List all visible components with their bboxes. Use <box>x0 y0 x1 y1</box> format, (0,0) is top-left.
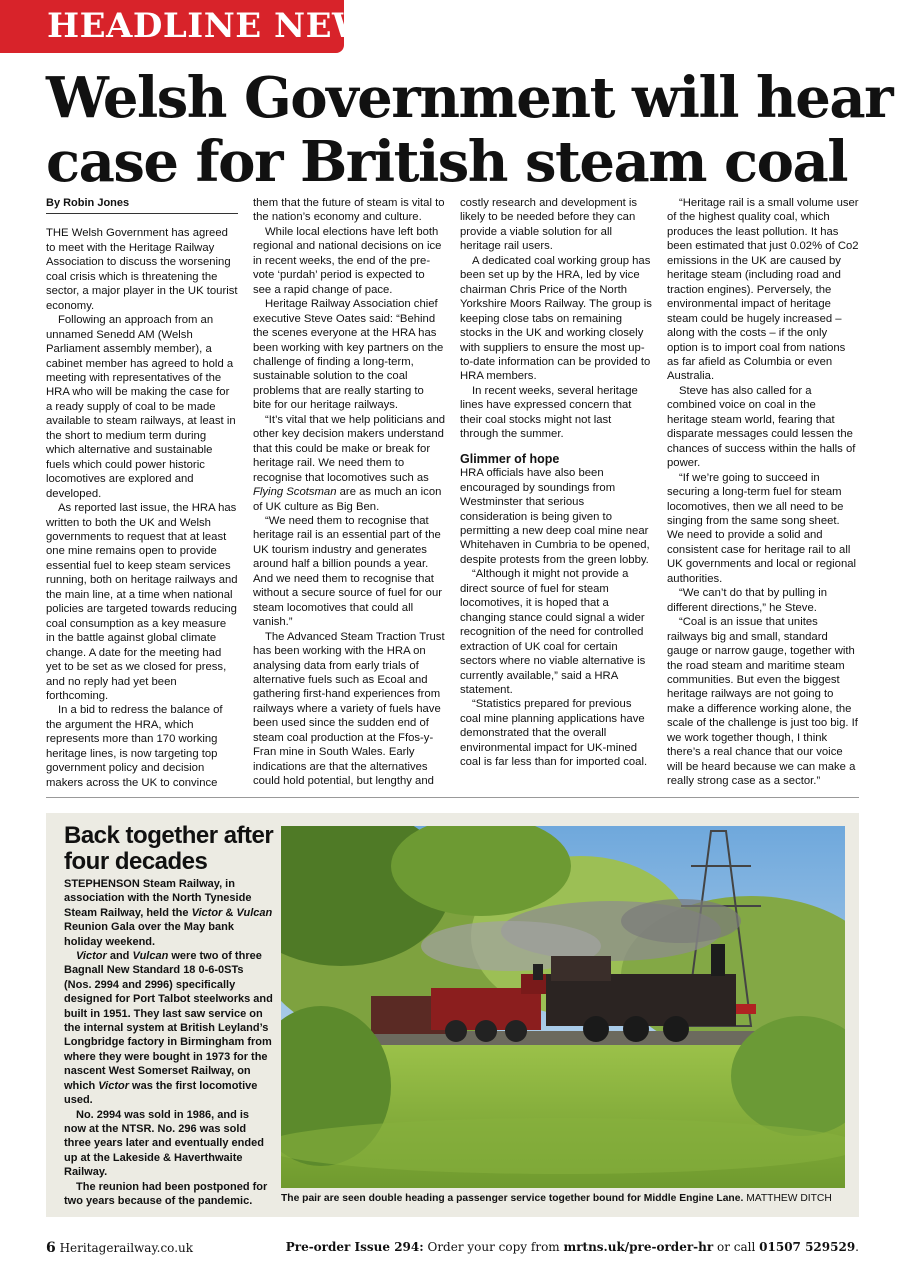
paragraph: “It’s vital that we help politicians and other key decision makers understand that this could be make or break for heritage rail. We need them to recognise that locomotives such as Flying Scotsman are as much an icon of UK culture as Big Ben. <box>253 413 446 513</box>
byline: By Robin Jones <box>46 196 238 214</box>
phone-number: 01507 529529 <box>759 1240 856 1254</box>
paragraph: THE Welsh Government has agreed to meet with the Heritage Railway Association to discuss the worsening coal crisis which is threatening the sector, a major player in the UK tourist economy. <box>46 227 238 312</box>
paragraph: No. 2994 was sold in 1986, and is now at the NTSR. No. 296 was sold three years later and eventually ended up at the Lakeside & Haverthwaite Railway. <box>64 1108 264 1179</box>
preorder-link[interactable]: mrtns.uk/pre-order-hr <box>563 1240 714 1254</box>
paragraph: As reported last issue, the HRA has written to both the UK and Welsh governments to request that at least one mine remains open to provide essential fuel to keep steam services running, both on heritage railways and the main line, at a time when national policies are targeted towards reducing coal consumption as a key measure in the battle against global climate change. A date for the meeting had yet to be set as we closed for press, and no reply had yet been forthcoming. <box>46 502 238 702</box>
paragraph: “If we’re going to succeed in securing a long-term fuel for steam locomotives, then we all need to be singing from the same song sheet. We need to provide a solid and consistent case for heritage rail to all UK governments and local or regional authorities. <box>667 471 857 585</box>
photo-credit: MATTHEW DITCH <box>743 1193 832 1204</box>
paragraph: Following an approach from an unnamed Senedd AM (Welsh Parliament assembly member), a cabinet member has agreed to hold a meeting with representatives of the HRA who will be making the case for a ready supply of coal to be made available to steam railways, at least in the short to medium term during which alternative and sustainable fuels which could power historic locomotives are explored and developed. <box>46 314 236 500</box>
steam-locomotive-photo <box>281 826 845 1188</box>
page-number-and-site: 6 Heritagerailway.co.uk <box>46 1240 194 1256</box>
article-headline: Welsh Government will hear case for British steam coal <box>46 65 893 195</box>
kicker-label: HEADLINE NEWS <box>47 6 396 46</box>
paragraph: “We need them to recognise that heritage rail is an essential part of the UK tourism industry and generates around half a billion pounds a year. And we need them to recognise that without a secure source of fuel for our steam locomotives that could all vanish.” <box>253 514 443 629</box>
sidebar-text <box>64 877 274 1208</box>
paragraph: “We can’t do that by pulling in different directions,” he Steve. <box>667 587 827 614</box>
article-column-3 <box>460 196 652 770</box>
paragraph: Victor and Vulcan were two of three Bagnall New Standard 18 0-6-0STs (Nos. 2994 and 2996) specifically designed for Port Talbot steelworks and built in 1951. They last saw service on the internal system at British Leyland’s Longbridge factory in Birmingham from where they were bought in 1973 for the nascent West Somerset Railway, on which Victor was the first locomotive used. <box>64 950 273 1107</box>
paragraph: A dedicated coal working group has been set up by the HRA, led by vice chairman Chris Price of the North Yorkshire Moors Railway. The group is keeping close tabs on remaining stocks in the UK and working closely with suppliers to ensure the most up-to-date information can be provided to HRA members. <box>460 254 652 383</box>
article-column-2 <box>253 196 445 789</box>
sidebar-title: Back together after four decades <box>64 822 274 875</box>
paragraph: While local elections have left both regional and national decisions on ice in recent weeks, the end of the pre-vote ‘purdah’ period is expected to see a rapid change of pace. <box>253 225 442 296</box>
page-footer <box>46 1240 859 1256</box>
paragraph: In recent weeks, several heritage lines have expressed concern that their coal stocks might not last through the summer. <box>460 384 638 441</box>
preorder-promo: Pre-order Issue 294: Order your copy from mrtns.uk/pre-order-hr or call 01507 529529. <box>285 1240 859 1254</box>
paragraph: “Heritage rail is a small volume user of the highest quality coal, which produces the least pollution. It has been estimated that just 0.02% of Co2 emissions in the UK are caused by heritage steam (including road and traction engines). Perversely, the environmental impact of heritage steam could be hugely increased – along with the costs – if the only option is to import coal from nations as far afield as Columbia or even Australia. <box>667 197 859 383</box>
loco-name: Flying Scotsman <box>253 486 337 499</box>
section-divider <box>46 797 859 798</box>
paragraph: “Statistics prepared for previous coal mine planning applications have demonstrated that the overall environmental impact for UK-mined coal is far less than for imported coal. <box>460 698 648 769</box>
paragraph: STEPHENSON Steam Railway, in association with the North Tyneside Steam Railway, held the Victor & Vulcan Reunion Gala over the May bank holiday weekend. <box>64 878 273 948</box>
paragraph: Steve has also called for a combined voice on coal in the heritage steam world, fearing that disparate messages could lessen the chances of success within the halls of power. <box>667 384 856 470</box>
section-kicker <box>0 0 396 53</box>
paragraph: The Advanced Steam Traction Trust has been working with the HRA on analysing data from early trials of alternative fuels such as Ecoal and gathering first-hand experiences from railways where a variety of fuels have been used since the sudden end of steam coal production at the Ffos-y-Fran mine in South Wales. Early indications are that the alternatives could hold potential, but lengthy and <box>253 630 445 788</box>
paragraph: “Although it might not provide a direct source of fuel for steam locomotives, it is hoped that a changing stance could signal a wider recognition of the need for controlled extraction of UK coal for certain sectors where no viable alternative is currently available,” said a HRA statement. <box>460 568 646 696</box>
paragraph: them that the future of steam is vital to the nation’s economy and culture. <box>253 197 445 224</box>
article-column-4 <box>667 196 859 789</box>
paragraph: The reunion had been postponed for two years because of the pandemic. <box>64 1180 268 1207</box>
paragraph: “Coal is an issue that unites railways big and small, standard gauge or narrow gauge, together with the road steam and maritime steam communities. But even the biggest heritage railways are not going to make a difference working alone, the scale of the challenge is just too big. If we work together though, I think there’s a real chance that our voice will be heard because we can make a really strong case as a sector.” <box>667 616 858 788</box>
sidebar-box <box>46 813 859 1217</box>
photo-caption: The pair are seen double heading a passenger service together bound for Middle Engine Lane. MATTHEW DITCH <box>281 1193 832 1204</box>
subheading: Glimmer of hope <box>460 451 560 466</box>
paragraph: In a bid to redress the balance of the argument the HRA, which represents more than 170 working heritage lines, is now targeting top government policy and decision makers across the UK to convince <box>46 704 223 789</box>
paragraph: costly research and development is likely to be needed before they can provide a viable solution for all heritage rail users. <box>460 197 638 253</box>
paragraph: HRA officials have also been encouraged by soundings from Westminster that serious consideration is being given to permitting a new deep coal mine near Whitehaven in Cumbria to be opened, despite protests from the green lobby. <box>460 467 650 566</box>
paragraph: Heritage Railway Association chief executive Steve Oates said: “Behind the scenes everyone at the HRA has been working with key partners on the challenge of finding a long-term, sustainable solution to the coal problems that are really starting to bite for our heritage railways. <box>253 298 444 412</box>
article-column-1 <box>46 196 238 790</box>
